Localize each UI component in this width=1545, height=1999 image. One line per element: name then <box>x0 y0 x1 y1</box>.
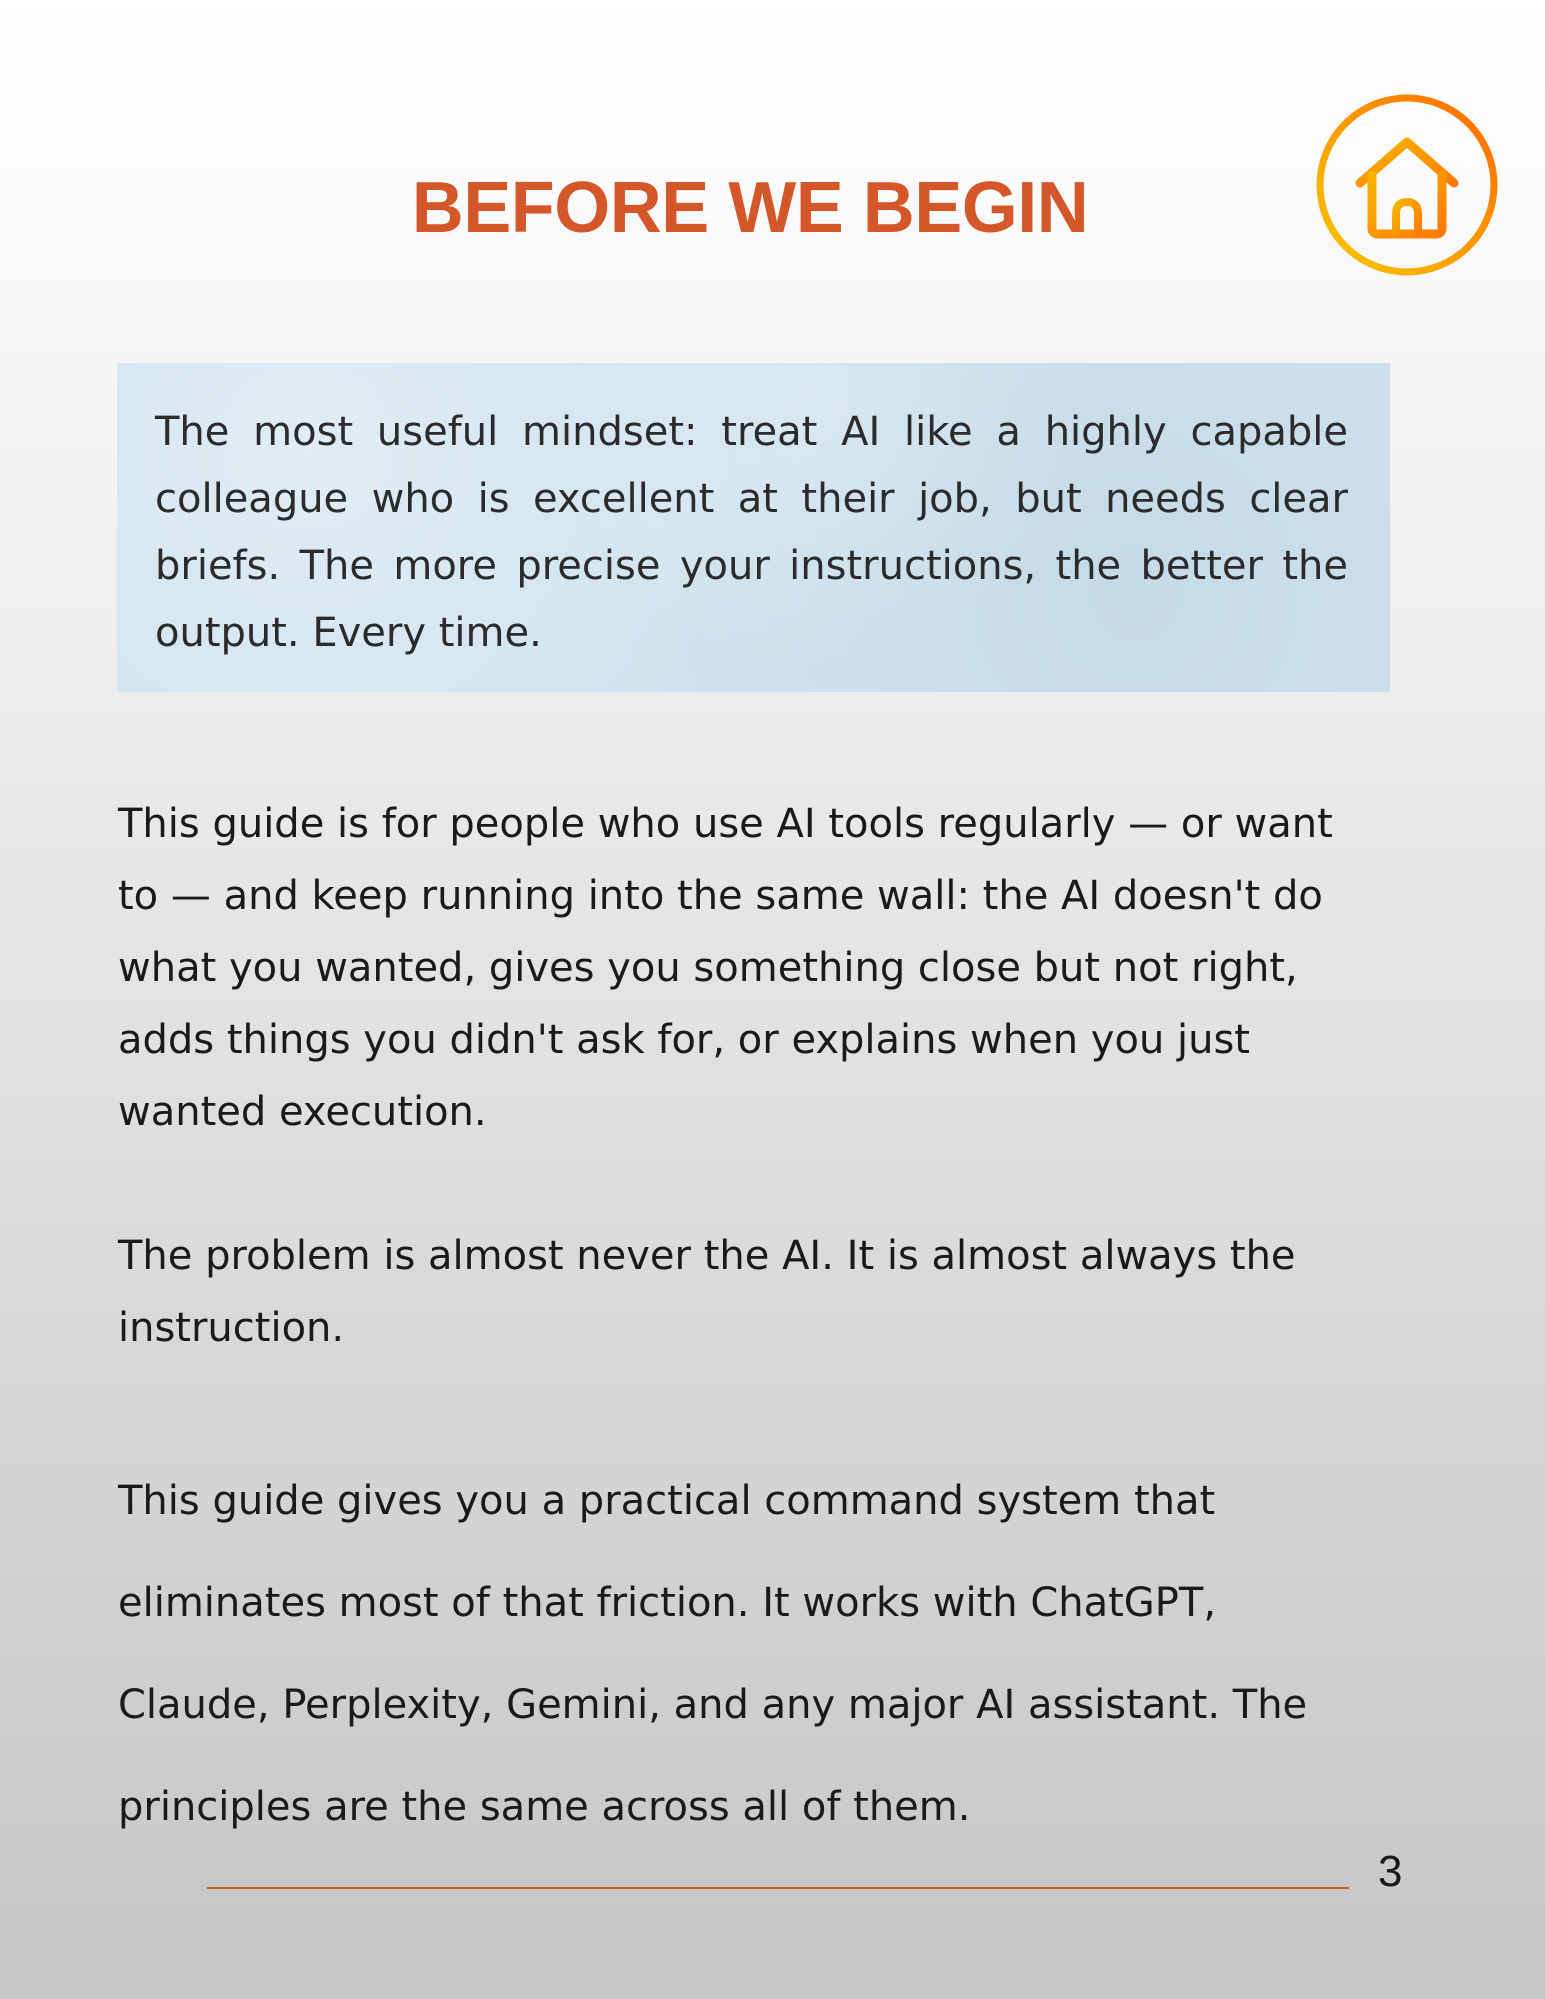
intro-paragraph: This guide is for people who use AI tools regularly — or want to — and keep running into the same wall: the AI doesn't do what you wanted, gives you something close but not right, adds things you didn't ask for, or explains when you just wanted execution. <box>118 801 1333 1135</box>
page-number: 3 <box>1378 1847 1403 1896</box>
home-icon <box>1312 90 1502 280</box>
guide-summary-paragraph: This guide gives you a practical command system that eliminates most of that friction. It works with ChatGPT, Claude, Perplexity, Gemini, and any major AI assistant. The principles are the same across all of them. <box>118 1478 1308 1830</box>
page-title: BEFORE WE BEGIN <box>411 168 1089 248</box>
callout-text: The most useful mindset: treat AI like a highly capable colleague who is excellent at their job, but needs clear briefs. The more precise your instructions, the better the output. Every time. <box>155 409 1348 656</box>
footer-divider <box>207 1887 1349 1889</box>
problem-paragraph: The problem is almost never the AI. It is almost always the instruction. <box>118 1233 1296 1351</box>
mindset-callout <box>117 363 1390 692</box>
home-button[interactable] <box>1312 90 1502 280</box>
